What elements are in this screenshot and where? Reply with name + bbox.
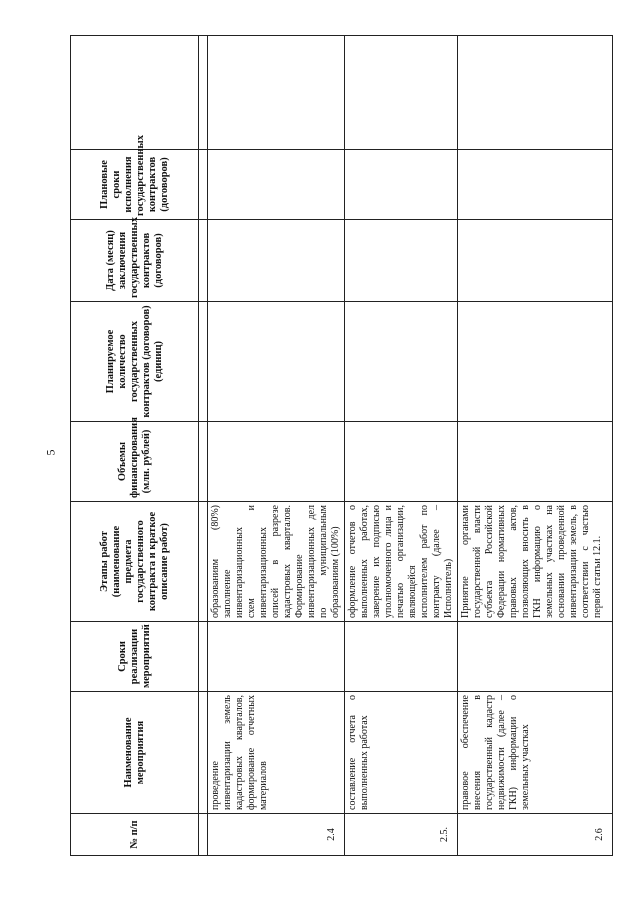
row-planned-count: [208, 302, 345, 422]
row-contract-date: [208, 220, 345, 302]
row-stages: образованиям (80%) заполнение инвентаризационных схем и инвентаризационных описей в разрезе кадастровых кварталов. Формирование инвентаризационных дел по муниципальным образованиям (100%): [208, 502, 345, 622]
row-num: 2.4: [208, 814, 345, 856]
row-event-name: правовое обеспечение внесения в государственный кадастр недвижимости (далее – ГКН) информации о земельных участках: [458, 692, 613, 814]
row-stages: Принятие органами государственной власти субъекта Российской Федерации нормативных правовых актов, позволяющих вносить в ГКН информацию о земельных участках на основании проведенной инвентаризации земель, в соответствии с частью первой статьи 12.1.: [458, 502, 613, 622]
row-extra: [458, 36, 613, 150]
row-planned-count: [345, 302, 458, 422]
row-extra: [345, 36, 458, 150]
header-empty: [71, 36, 199, 150]
header-terms: Сроки реализации мероприятий: [71, 622, 199, 692]
row-deadline: [345, 150, 458, 220]
row-deadline: [458, 150, 613, 220]
row-event-name: составление отчета о выполненных работах: [345, 692, 458, 814]
header-deadline: Плановые сроки исполнения государственных контрактов (договоров): [71, 150, 199, 220]
header-event-name: Наименование мероприятия: [71, 692, 199, 814]
rotated-table-container: [70, 36, 605, 856]
row-financing: [208, 422, 345, 502]
row-num: 2.5.: [345, 814, 458, 856]
row-extra: [208, 36, 345, 150]
header-row: [71, 36, 199, 856]
table-row: [458, 36, 613, 856]
events-table: [70, 35, 613, 856]
row-terms: [208, 622, 345, 692]
header-financing: Объемы финансирования (млн. рублей): [71, 422, 199, 502]
row-event-name: проведение инвентаризации земель кадастровых кварталов, формирование отчетных материалов: [208, 692, 345, 814]
row-deadline: [208, 150, 345, 220]
row-contract-date: [458, 220, 613, 302]
spacer-row: [199, 36, 208, 856]
header-planned-count: Планируемое количество государственных контрактов (договоров) (единиц): [71, 302, 199, 422]
table-row: [345, 36, 458, 856]
row-contract-date: [345, 220, 458, 302]
table-row: [208, 36, 345, 856]
row-planned-count: [458, 302, 613, 422]
header-contract-date: Дата (месяц) заключения государственных контрактов (договоров): [71, 220, 199, 302]
row-num: 2.6: [458, 814, 613, 856]
row-terms: [345, 622, 458, 692]
row-financing: [458, 422, 613, 502]
page-number: 5: [43, 449, 58, 456]
row-terms: [458, 622, 613, 692]
header-num: № п/п: [71, 814, 199, 856]
row-stages: оформление отчетов о выполненных работах, заверение их подписью уполномоченного лица и печатью организации, являющейся исполнителем работ по контракту (далее – Исполнитель): [345, 502, 458, 622]
row-financing: [345, 422, 458, 502]
header-stages: Этапы работ (наименование предмета государственного контракта и краткое описание работ): [71, 502, 199, 622]
